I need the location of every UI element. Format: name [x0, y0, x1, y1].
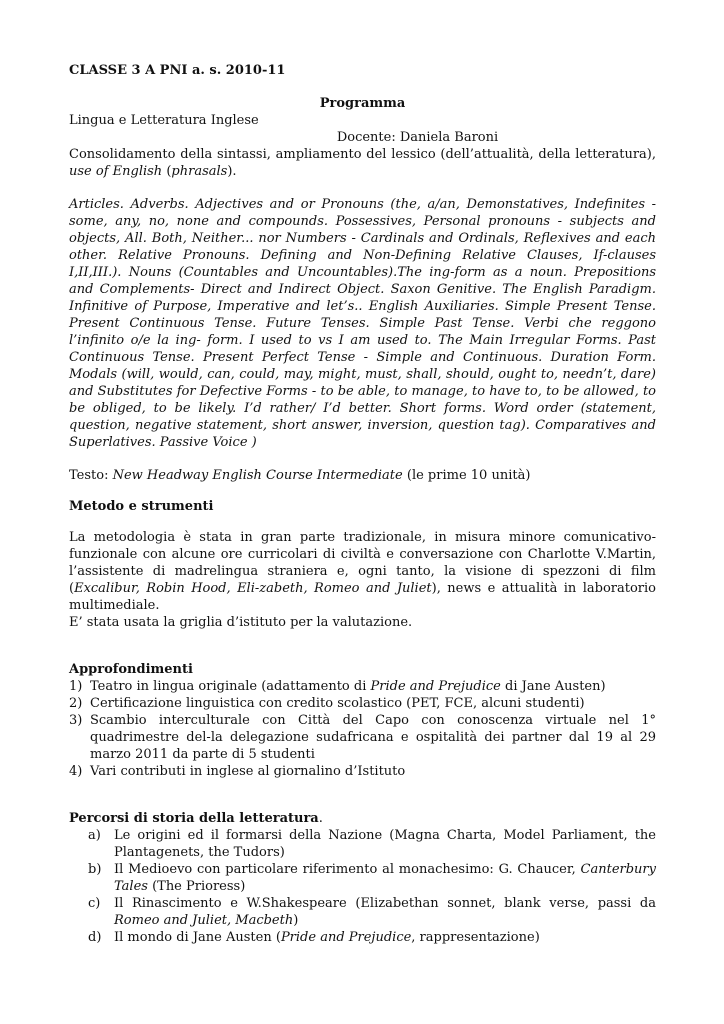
list-marker: 4)	[69, 764, 83, 779]
approfondimenti-heading: Approfondimenti	[69, 662, 193, 677]
list-marker: b)	[88, 862, 102, 877]
list-item-italic: Canterbury Tales	[114, 862, 656, 894]
list-item	[69, 695, 656, 712]
percorsi-list	[69, 827, 656, 946]
list-item-text: Scambio interculturale con Città del Capo con conoscenza virtuale nel 1° quadrimestre del-la delegazione sudafricana e ospitalità dei partner dal 19 al 29 marzo 2011 da parte di 5 studenti	[90, 713, 656, 762]
list-marker: a)	[88, 828, 101, 843]
percorsi-heading: Percorsi di storia della letteratura	[69, 811, 319, 826]
intro-text: Consolidamento della sintassi, ampliamento del lessico (dell’attualità, della letteratura),	[69, 147, 656, 162]
percorsi-heading-line	[69, 810, 656, 827]
list-item-text: Il Medioevo con particolare riferimento al monachesimo: G. Chaucer,	[114, 862, 581, 877]
textbook-note: (le prime 10 unità)	[402, 468, 531, 483]
list-item-text: Teatro in lingua originale (adattamento di	[90, 679, 371, 694]
metodo-heading: Metodo e strumenti	[69, 499, 214, 514]
list-item	[88, 861, 656, 895]
list-item-italic: Pride and Prejudice	[280, 930, 412, 945]
list-item-text-end: di Jane Austen)	[500, 679, 606, 694]
metodo-films: Excalibur, Robin Hood, Eli-zabeth, Romeo and Juliet	[74, 581, 432, 596]
class-line: CLASSE 3 A PNI a. s. 2010-11	[69, 63, 286, 78]
textbook-label: Testo:	[69, 468, 113, 483]
textbook-line	[69, 467, 656, 484]
list-marker: d)	[88, 930, 102, 945]
intro-paren-open: (	[162, 164, 172, 179]
list-item-text: Vari contributi in inglese al giornalino d’Istituto	[90, 764, 406, 779]
list-item	[69, 678, 656, 695]
list-item-text-end: )	[293, 913, 299, 928]
metodo-text-b: ), news e attualità in laboratorio multimediale.	[69, 581, 656, 613]
list-item-text: Il mondo di Jane Austen (	[114, 930, 281, 945]
teacher-line: Docente: Daniela Baroni	[336, 130, 499, 145]
document-title: Programma	[319, 96, 406, 111]
list-item-text: Il Rinascimento e W.Shakespeare (Elizabethan sonnet, blank verse, passi da	[114, 896, 656, 911]
list-marker: c)	[88, 896, 101, 911]
list-item	[88, 929, 656, 946]
metodo-valutazione: E’ stata usata la griglia d’istituto per la valutazione.	[69, 615, 413, 630]
grammar-paragraph: Articles. Adverbs. Adjectives and or Pronouns (the, a/an, Demonstatives, Indefinites - some, any, no, none and compounds. Possessives, Personal pronouns - subjects and objects, All. Both, Neither... nor Numbers - Cardinals and Ordinals, Reflexives and each other. Relative Pronouns. Defining and Non-Defining Relative Clauses, If-clauses I,II,III.). Nouns (Countables and Uncountables).The ing-form as a noun. Prepositions and Complements- Direct and Indirect Object. Saxon Genitive. The English Paradigm. Infinitive of Purpose, Imperative and let’s.. English Auxiliaries. Simple Present Tense. Present Continuous Tense. Future Tenses. Simple Past Tense. Verbi che reggono l’infinito o/e la ing- form. I used to vs I am used to. The Main Irregular Forms. Past Continuous Tense. Present Perfect Tense - Simple and Continuous. Duration Form. Modals (will, would, can, could, may, might, must, shall, should, ought to, needn’t, dare) and Substitutes for Defective Forms - to be able, to manage, to have to, to be allowed, to be obliged, to be likely. I’d rather/ I’d better. Short forms. Word order (statement, question, negative statement, short answer, inversion, question tag). Comparatives and Superlatives. Passive Voice )	[69, 197, 656, 450]
list-marker: 2)	[69, 696, 83, 711]
list-item-text: Certificazione linguistica con credito scolastico (PET, FCE, alcuni studenti)	[90, 696, 585, 711]
list-item-italic: Romeo and Juliet, Macbeth	[114, 913, 294, 928]
list-item-italic: Pride and Prejudice	[370, 679, 501, 694]
metodo-paragraph	[69, 529, 656, 614]
list-item-text-end: , rappresentazione)	[411, 930, 540, 945]
percorsi-heading-end: .	[318, 811, 323, 826]
list-item	[88, 827, 656, 861]
list-marker: 3)	[69, 713, 83, 728]
intro-paragraph	[69, 146, 656, 180]
subject-line: Lingua e Letteratura Inglese	[69, 113, 259, 128]
list-item	[69, 763, 656, 780]
list-item-text: Le origini ed il formarsi della Nazione (Magna Charta, Model Parliament, the Plantagenets, the Tudors)	[114, 828, 656, 860]
intro-use-of-english: use of English	[69, 164, 163, 179]
textbook-title: New Headway English Course Intermediate	[112, 468, 403, 483]
list-item-text-end: (The Prioress)	[147, 879, 246, 894]
list-item	[88, 895, 656, 929]
list-item	[69, 712, 656, 763]
intro-phrasals: phrasals	[171, 164, 228, 179]
intro-paren-close: ).	[227, 164, 237, 179]
approfondimenti-list	[69, 678, 656, 780]
metodo-text-a: La metodologia è stata in gran parte tradizionale, in misura minore comunicativo-funzionale con alcune ore curricolari di civiltà e conversazione con Charlotte V.Martin, l’assistente di madrelingua straniera e, ogni tanto, la visione di spezzoni di film (	[69, 530, 656, 596]
list-marker: 1)	[69, 679, 83, 694]
